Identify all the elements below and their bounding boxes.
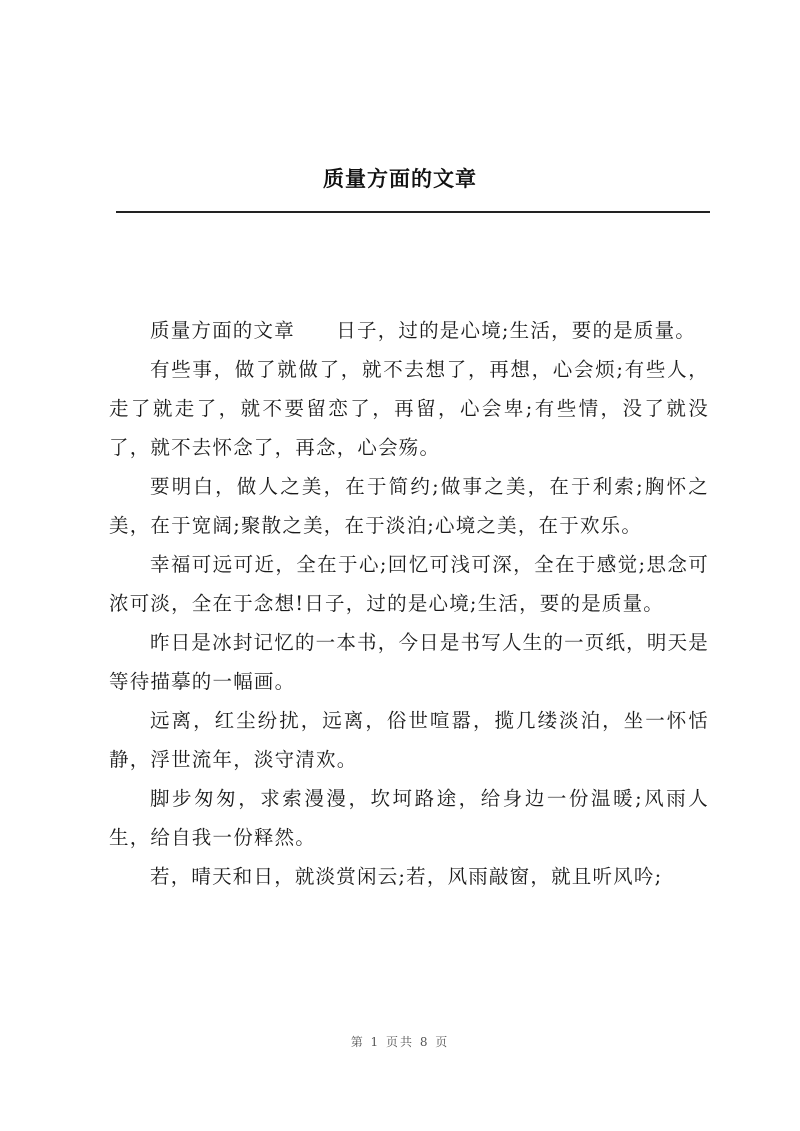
paragraph: 要明白，做人之美，在于简约;做事之美，在于利索;胸怀之美，在于宽阔;聚散之美，在于淡泊;心境之美，在于欢乐。 <box>109 475 709 537</box>
paragraph: 昨日是冰封记忆的一本书，今日是书写人生的一页纸，明天是等待描摹的一幅画。 <box>109 631 709 693</box>
document-body <box>109 311 709 896</box>
paragraph: 脚步匆匆，求索漫漫，坎坷路途，给身边一份温暖;风雨人生，给自我一份释然。 <box>109 787 709 849</box>
paragraph: 若，晴天和日，就淡赏闲云;若，风雨敲窗，就且听风吟; <box>150 865 663 888</box>
title-divider <box>116 211 710 213</box>
paragraph: 幸福可远可近，全在于心;回忆可浅可深，全在于感觉;思念可浓可淡，全在于念想!日子，过的是心境;生活，要的是质量。 <box>109 553 709 615</box>
paragraph: 有些事，做了就做了，就不去想了，再想，心会烦;有些人，走了就走了，就不要留恋了，再留，心会卑;有些情，没了就没了，就不去怀念了，再念，心会殇。 <box>109 358 709 459</box>
paragraph: 质量方面的文章 日子，过的是心境;生活，要的是质量。 <box>150 319 696 342</box>
paragraph: 远离，红尘纷扰，远离，俗世喧嚣，揽几缕淡泊，坐一怀恬静，浮世流年，淡守清欢。 <box>109 709 709 771</box>
page-number-footer: 第 1 页共 8 页 <box>350 1035 450 1049</box>
document-title: 质量方面的文章 <box>323 167 477 191</box>
